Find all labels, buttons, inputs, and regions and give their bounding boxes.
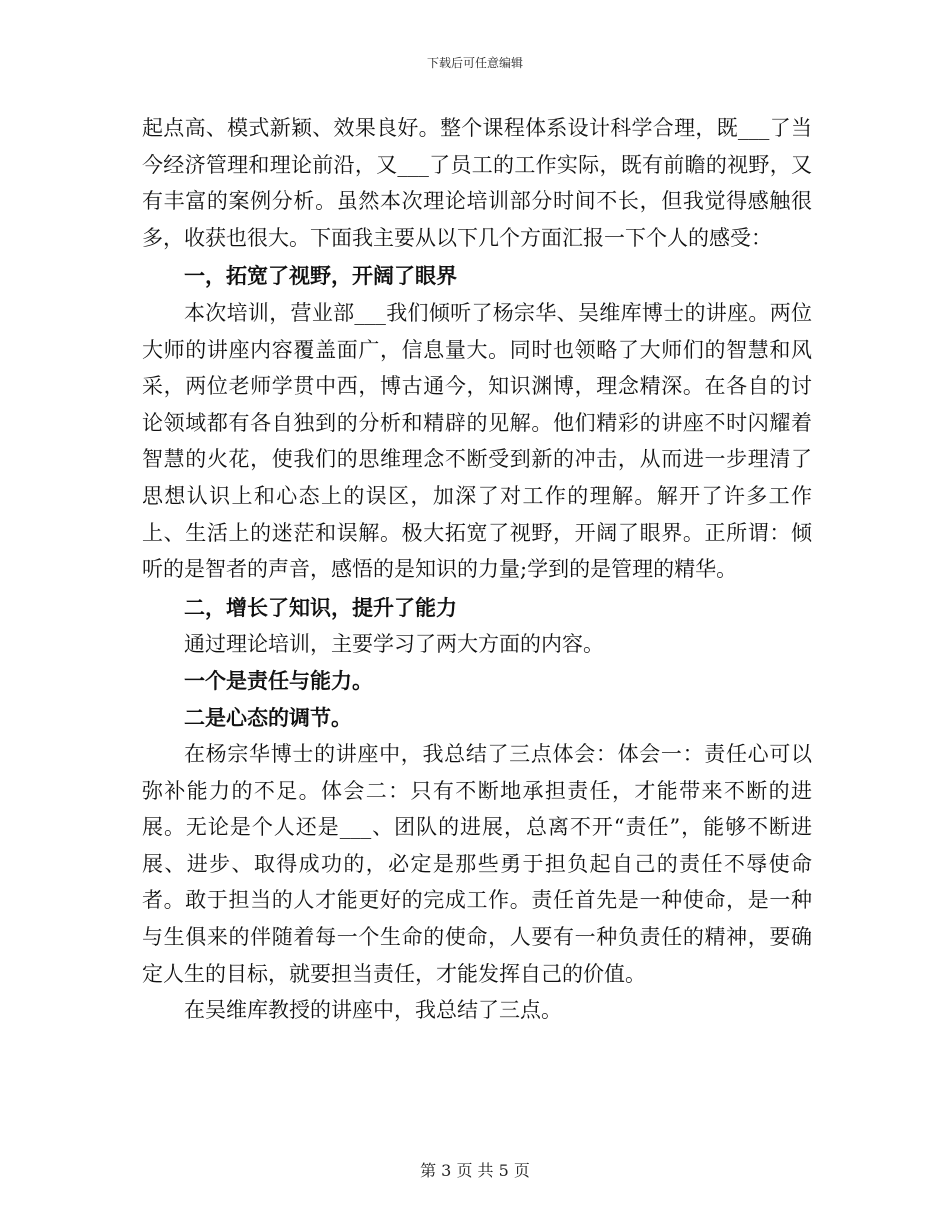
body-paragraph: 本次培训，营业部___我们倾听了杨宗华、吴维库博士的讲座。两位大师的讲座内容覆盖面广，信息量大。同时也领略了大师们的智慧和风采，两位老师学贯中西，博古通今，知识渊博，理念精深。在各自的讨论领域都有各自独到的分析和精辟的见解。他们精彩的讲座不时闪耀着智慧的火花，使我们的思维理念不断受到新的冲击，从而进一步理清了思想认识上和心态上的误区，加深了对工作的理解。解开了许多工作上、生活上的迷茫和误解。极大拓宽了视野，开阔了眼界。正所谓：倾听的是智者的声音，感悟的是知识的力量;学到的是管理的精华。	[142, 300, 812, 582]
page-number: 第 3 页 共 5 页	[420, 1161, 530, 1180]
sub-heading-1: 一个是责任与能力。	[184, 667, 373, 693]
sub-heading-2: 二是心态的调节。	[184, 704, 352, 730]
body-paragraph: 在吴维库教授的讲座中，我总结了三点。	[184, 998, 562, 1023]
body-paragraph: 通过理论培训，主要学习了两大方面的内容。	[184, 632, 604, 657]
section-heading-2: 二，增长了知识，提升了能力	[184, 594, 457, 620]
body-paragraph: 起点高、模式新颖、效果良好。整个课程体系设计科学合理，既___了当今经济管理和理论前沿，又___了员工的工作实际，既有前瞻的视野，又有丰富的案例分析。虽然本次理论培训部分时间不长，但我觉得感触很多，收获也很大。下面我主要从以下几个方面汇报一下个人的感受：	[142, 116, 812, 250]
page-header-note: 下载后可任意编辑	[426, 56, 523, 70]
body-paragraph: 在杨宗华博士的讲座中，我总结了三点体会：体会一：责任心可以弥补能力的不足。体会二：只有不断地承担责任，才能带来不断的进展。无论是个人还是___、团队的进展，总离不开“责任”，能够不断进展、进步、取得成功的，必定是那些勇于担负起自己的责任不辱使命者。敢于担当的人才能更好的完成工作。责任首先是一种使命，是一种与生俱来的伴随着每一个生命的使命，人要有一种负责任的精神，要确定人生的目标，就要担当责任，才能发挥自己的价值。	[142, 742, 812, 986]
section-heading-1: 一，拓宽了视野，开阔了眼界	[184, 263, 457, 289]
document-body	[142, 110, 812, 1029]
